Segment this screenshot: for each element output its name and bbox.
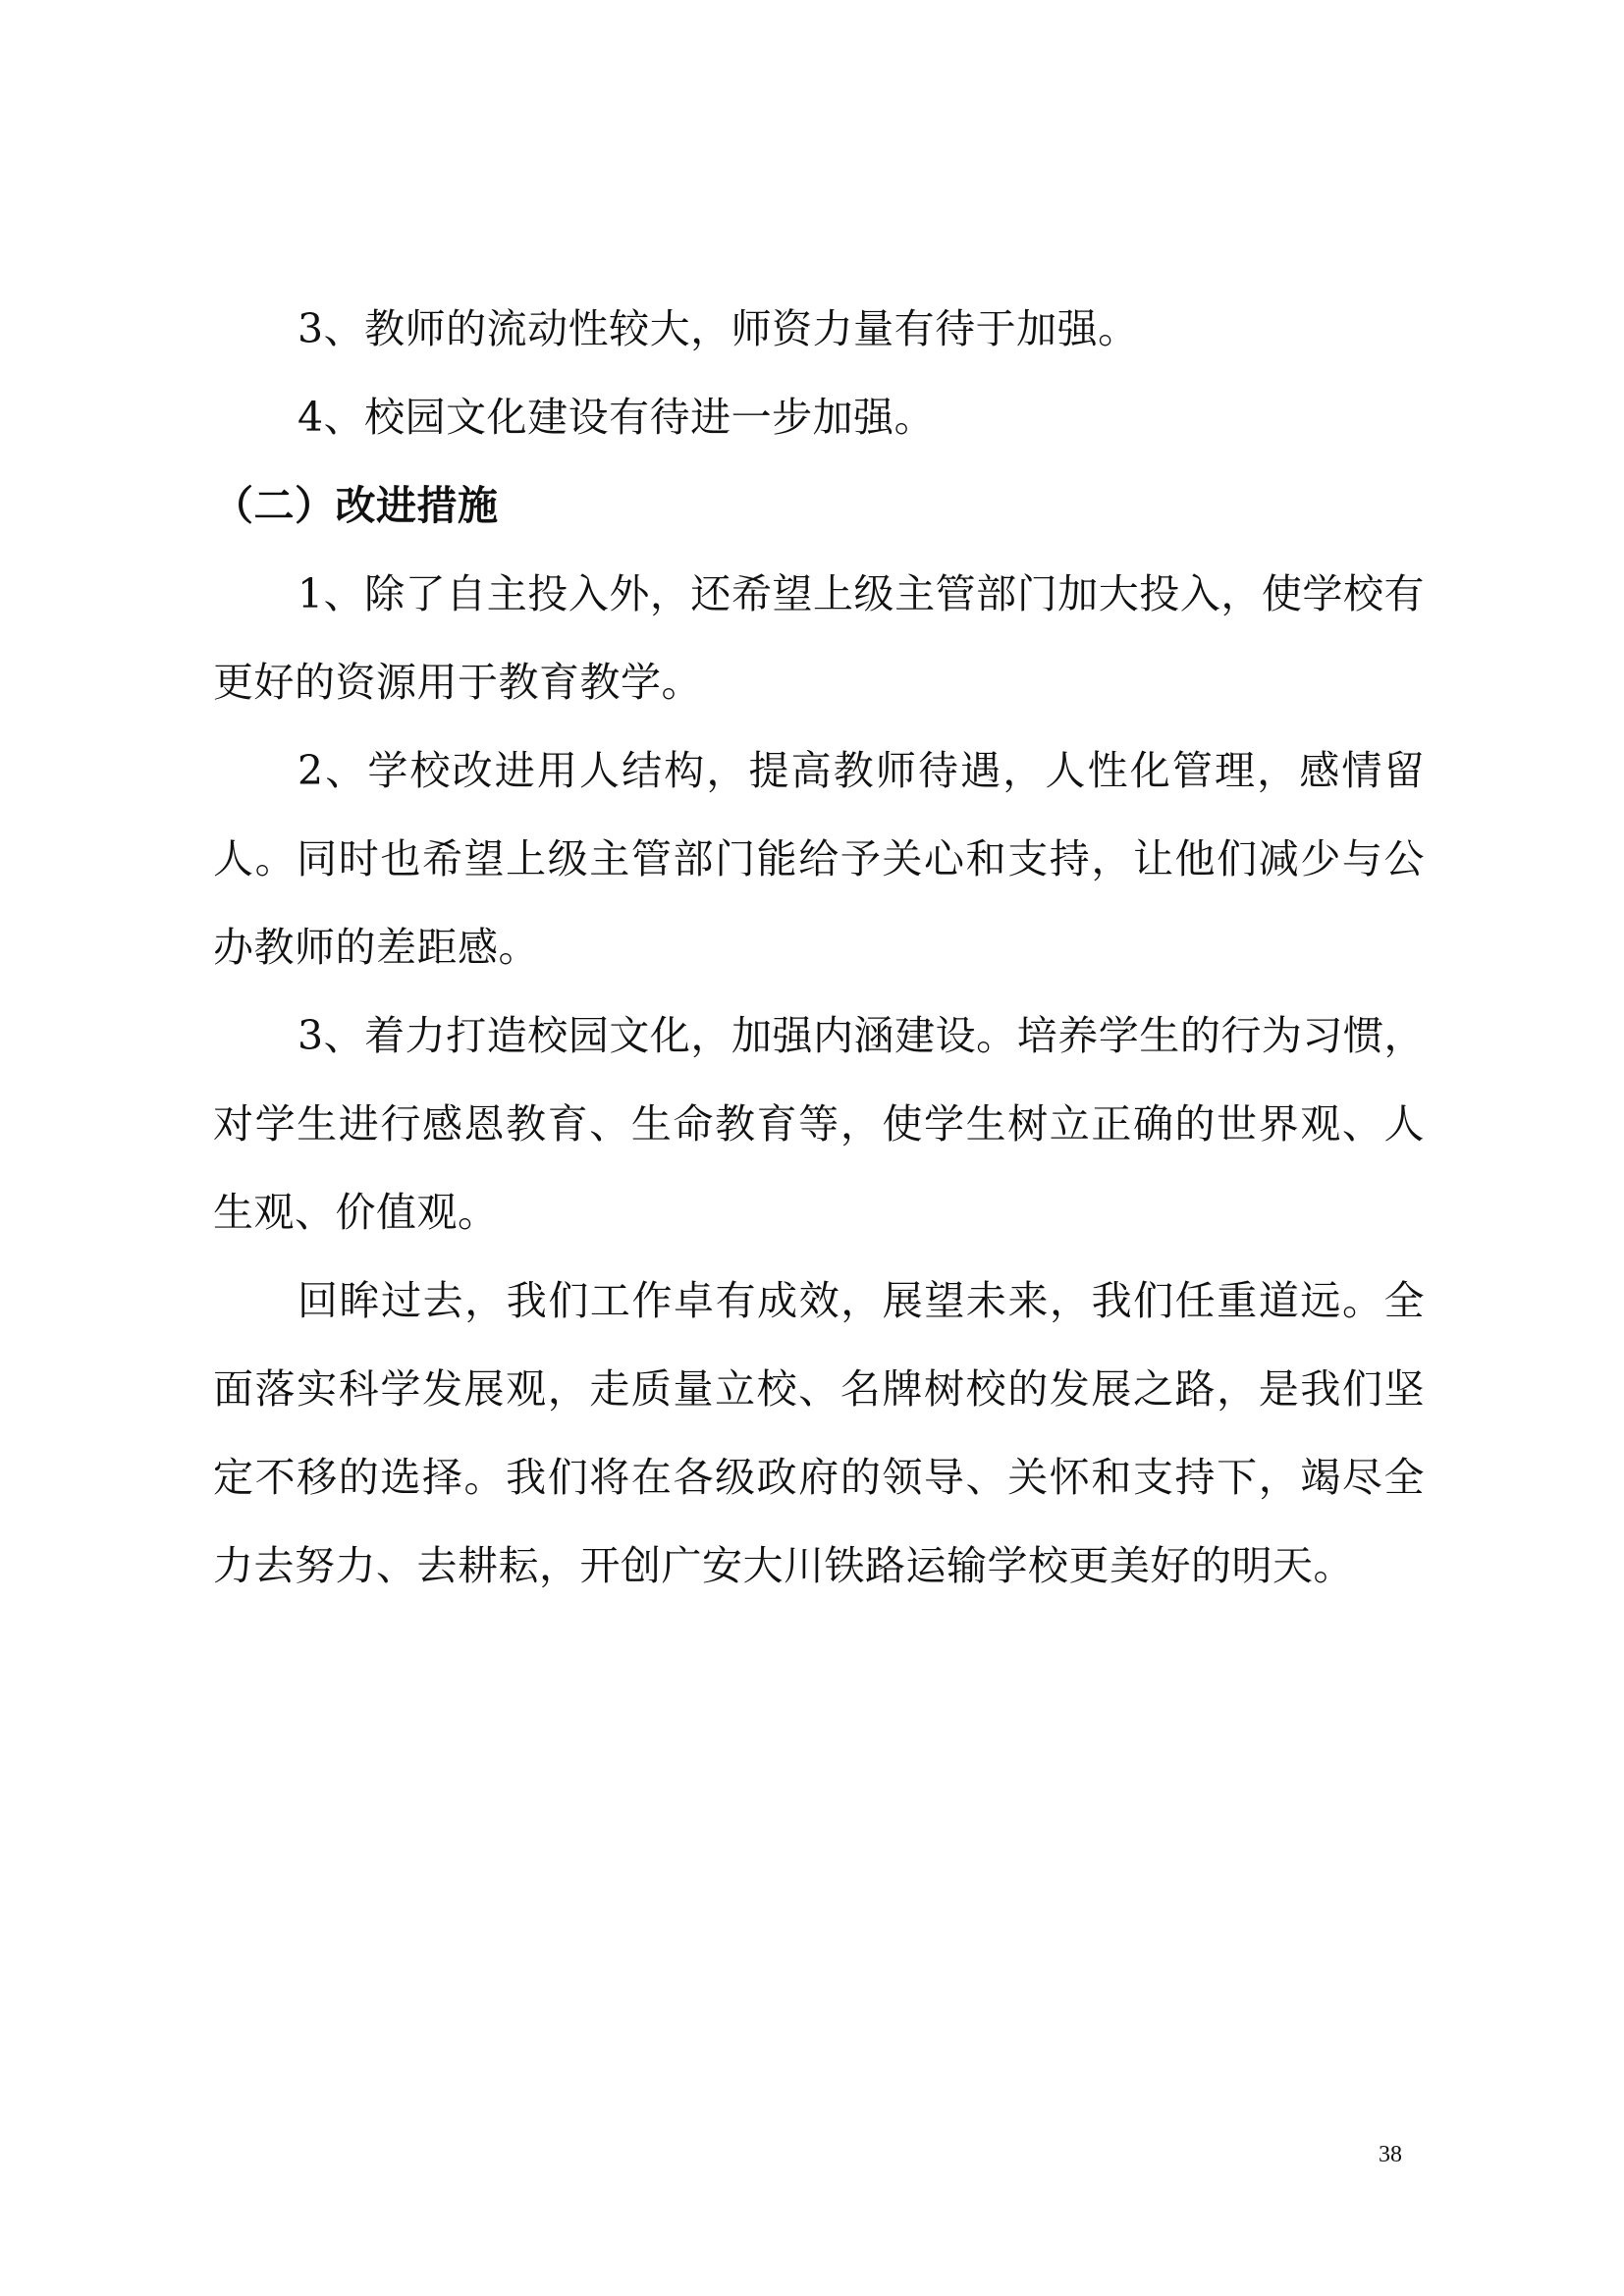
measure-item-investment: 1、除了自主投入外，还希望上级主管部门加大投入，使学校有更好的资源用于教育教学。	[213, 570, 1425, 706]
list-item-campus-culture: 4、校园文化建设有待进一步加强。	[298, 394, 936, 441]
measure-item-culture: 3、着力打造校园文化，加强内涵建设。培养学生的行为习惯，对学生进行感恩教育、生命教育等，使学生树立正确的世界观、人生观、价值观。	[213, 1012, 1425, 1236]
page-number: 38	[1379, 2142, 1402, 2167]
list-item-teacher-mobility: 3、教师的流动性较大，师资力量有待于加强。	[298, 305, 1139, 352]
closing-paragraph: 回眸过去，我们工作卓有成效，展望未来，我们任重道远。全面落实科学发展观，走质量立校、名牌树校的发展之路，是我们坚定不移的选择。我们将在各级政府的领导、关怀和支持下，竭尽全力去努力、去耕耘，开创广安大川铁路运输学校更美好的明天。	[213, 1277, 1425, 1589]
document-body	[213, 285, 1425, 1610]
measure-item-staffing: 2、学校改进用人结构，提高教师待遇，人性化管理，感情留人。同时也希望上级主管部门能给予关心和支持，让他们减少与公办教师的差距感。	[213, 747, 1425, 971]
section-heading-improvement-measures: （二）改进措施	[213, 482, 499, 529]
